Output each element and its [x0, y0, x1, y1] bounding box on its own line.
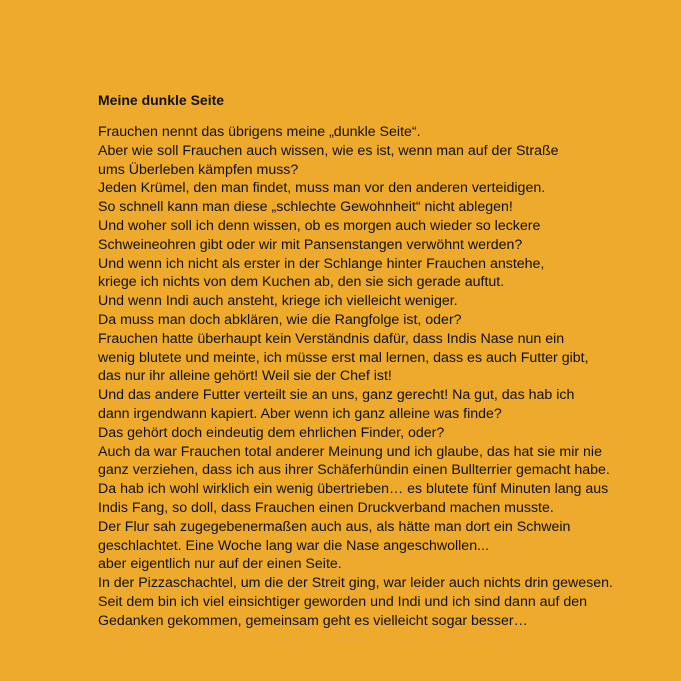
text-line: Da hab ich wohl wirklich ein wenig übertrieben… es blutete fünf Minuten lang aus	[98, 481, 609, 498]
text-line: geschlachtet. Eine Woche lang war die Nase angeschwollen...	[98, 537, 489, 554]
text-line: Indis Fang, so doll, dass Frauchen einen Druckverband machen musste.	[98, 499, 554, 516]
text-line: Da muss man doch abklären, wie die Rangfolge ist, oder?	[98, 311, 462, 328]
text-line: Und wenn ich nicht als erster in der Schlange hinter Frauchen anstehe,	[98, 255, 545, 272]
text-line: Frauchen nennt das übrigens meine „dunkle Seite“.	[98, 124, 421, 140]
text-line: ums Überleben kämpfen muss?	[98, 161, 299, 178]
text-line: Jeden Krümel, den man findet, muss man vor den anderen verteidigen.	[98, 180, 546, 197]
text-line: wenig blutete und meinte, ich müsse erst mal lernen, dass es auch Futter gibt,	[98, 349, 589, 366]
text-line: Gedanken gekommen, gemeinsam geht es vielleicht sogar besser…	[98, 612, 528, 629]
text-line: So schnell kann man diese „schlechte Gewohnheit“ nicht ablegen!	[98, 199, 513, 216]
document-page	[98, 92, 658, 631]
text-line: Frauchen hatte überhaupt kein Verständnis dafür, dass Indis Nase nun ein	[98, 330, 565, 347]
text-line: Und woher soll ich denn wissen, ob es morgen auch wieder so leckere	[98, 217, 541, 234]
text-line: das nur ihr alleine gehört! Weil sie der Chef ist!	[98, 368, 392, 385]
document-title: Meine dunkle Seite	[98, 92, 225, 108]
text-line: Und das andere Futter verteilt sie an uns, ganz gerecht! Na gut, das hab ich	[98, 387, 575, 404]
text-line: kriege ich nichts von dem Kuchen ab, den sie sich gerade auftut.	[98, 274, 505, 291]
text-line: Und wenn Indi auch ansteht, kriege ich vielleicht weniger.	[98, 293, 458, 310]
text-line: In der Pizzaschachtel, um die der Streit ging, war leider auch nichts drin gewesen.	[98, 575, 613, 592]
text-line: ganz verziehen, dass ich aus ihrer Schäferhündin einen Bullterrier gemacht habe.	[98, 462, 610, 479]
text-line: Aber wie soll Frauchen auch wissen, wie es ist, wenn man auf der Straße	[98, 142, 559, 159]
text-line: Seit dem bin ich viel einsichtiger geworden und Indi und ich sind dann auf den	[98, 593, 587, 610]
text-line: Auch da war Frauchen total anderer Meinung und ich glaube, das hat sie mir nie	[98, 443, 602, 460]
text-line: Das gehört doch eindeutig dem ehrlichen Finder, oder?	[98, 424, 445, 441]
text-line: dann irgendwann kapiert. Aber wenn ich ganz alleine was finde?	[98, 405, 502, 422]
text-line: aber eigentlich nur auf der einen Seite.	[98, 556, 342, 573]
text-line: Der Flur sah zugegebenermaßen auch aus, als hätte man dort ein Schwein	[98, 518, 571, 535]
text-line: Schweineohren gibt oder wir mit Pansenstangen verwöhnt werden?	[98, 236, 523, 253]
body-text	[98, 123, 658, 631]
